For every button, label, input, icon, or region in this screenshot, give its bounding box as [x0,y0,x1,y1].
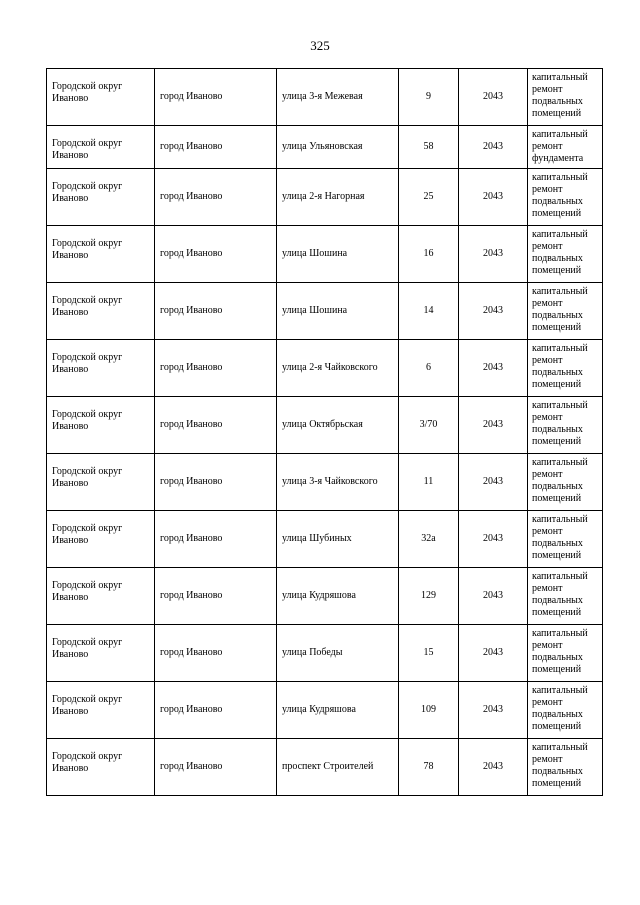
table-row [47,69,603,126]
work-type-cell: капитальный ремонт подвальных помещений [528,69,603,126]
city-cell: город Иваново [155,568,277,625]
municipal-district-cell: Городской округ Иваново [47,625,155,682]
table-row [47,739,603,796]
house-number-cell: 3/70 [399,397,459,454]
work-type-cell: капитальный ремонт подвальных помещений [528,169,603,226]
work-type-cell: капитальный ремонт подвальных помещений [528,682,603,739]
year-cell: 2043 [459,397,528,454]
page-number: 325 [310,38,330,53]
year-cell: 2043 [459,169,528,226]
table-row [47,511,603,568]
municipal-district-cell: Городской округ Иваново [47,340,155,397]
house-number-cell: 14 [399,283,459,340]
city-cell: город Иваново [155,625,277,682]
work-type-cell: капитальный ремонт подвальных помещений [528,454,603,511]
table-row [47,682,603,739]
work-type-cell: капитальный ремонт подвальных помещений [528,568,603,625]
street-cell: улица Кудряшова [277,568,399,625]
table-row [47,454,603,511]
house-number-cell: 25 [399,169,459,226]
municipal-district-cell: Городской округ Иваново [47,454,155,511]
street-cell: улица Шошина [277,226,399,283]
house-number-cell: 6 [399,340,459,397]
street-cell: улица Шошина [277,283,399,340]
street-cell: улица Победы [277,625,399,682]
table-row [47,226,603,283]
house-number-cell: 78 [399,739,459,796]
table-row [47,169,603,226]
house-number-cell: 15 [399,625,459,682]
city-cell: город Иваново [155,397,277,454]
street-cell: улица 3-я Межевая [277,69,399,126]
year-cell: 2043 [459,682,528,739]
work-type-cell: капитальный ремонт подвальных помещений [528,625,603,682]
year-cell: 2043 [459,511,528,568]
city-cell: город Иваново [155,69,277,126]
table-row [47,397,603,454]
work-type-cell: капитальный ремонт подвальных помещений [528,283,603,340]
street-cell: улица 2-я Чайковского [277,340,399,397]
house-number-cell: 32а [399,511,459,568]
street-cell: улица Шубиных [277,511,399,568]
city-cell: город Иваново [155,454,277,511]
table-row [47,283,603,340]
work-type-cell: капитальный ремонт подвальных помещений [528,397,603,454]
table-row [47,340,603,397]
municipal-district-cell: Городской округ Иваново [47,226,155,283]
year-cell: 2043 [459,340,528,397]
house-number-cell: 11 [399,454,459,511]
street-cell: улица Октябрьская [277,397,399,454]
municipal-district-cell: Городской округ Иваново [47,511,155,568]
year-cell: 2043 [459,126,528,169]
year-cell: 2043 [459,625,528,682]
work-type-cell: капитальный ремонт подвальных помещений [528,511,603,568]
municipal-district-cell: Городской округ Иваново [47,568,155,625]
street-cell: проспект Строителей [277,739,399,796]
city-cell: город Иваново [155,739,277,796]
city-cell: город Иваново [155,226,277,283]
city-cell: город Иваново [155,169,277,226]
house-number-cell: 9 [399,69,459,126]
municipal-district-cell: Городской округ Иваново [47,283,155,340]
repair-schedule-table [46,68,603,796]
year-cell: 2043 [459,69,528,126]
city-cell: город Иваново [155,126,277,169]
city-cell: город Иваново [155,283,277,340]
work-type-cell: капитальный ремонт подвальных помещений [528,226,603,283]
table-row [47,625,603,682]
table-row [47,126,603,169]
street-cell: улица 3-я Чайковского [277,454,399,511]
work-type-cell: капитальный ремонт фундамента [528,126,603,169]
city-cell: город Иваново [155,511,277,568]
municipal-district-cell: Городской округ Иваново [47,739,155,796]
municipal-district-cell: Городской округ Иваново [47,126,155,169]
house-number-cell: 109 [399,682,459,739]
work-type-cell: капитальный ремонт подвальных помещений [528,739,603,796]
year-cell: 2043 [459,568,528,625]
work-type-cell: капитальный ремонт подвальных помещений [528,340,603,397]
street-cell: улица 2-я Нагорная [277,169,399,226]
street-cell: улица Ульяновская [277,126,399,169]
year-cell: 2043 [459,283,528,340]
municipal-district-cell: Городской округ Иваново [47,169,155,226]
house-number-cell: 129 [399,568,459,625]
house-number-cell: 16 [399,226,459,283]
municipal-district-cell: Городской округ Иваново [47,682,155,739]
city-cell: город Иваново [155,682,277,739]
year-cell: 2043 [459,454,528,511]
year-cell: 2043 [459,739,528,796]
municipal-district-cell: Городской округ Иваново [47,69,155,126]
street-cell: улица Кудряшова [277,682,399,739]
house-number-cell: 58 [399,126,459,169]
year-cell: 2043 [459,226,528,283]
table-row [47,568,603,625]
city-cell: город Иваново [155,340,277,397]
municipal-district-cell: Городской округ Иваново [47,397,155,454]
